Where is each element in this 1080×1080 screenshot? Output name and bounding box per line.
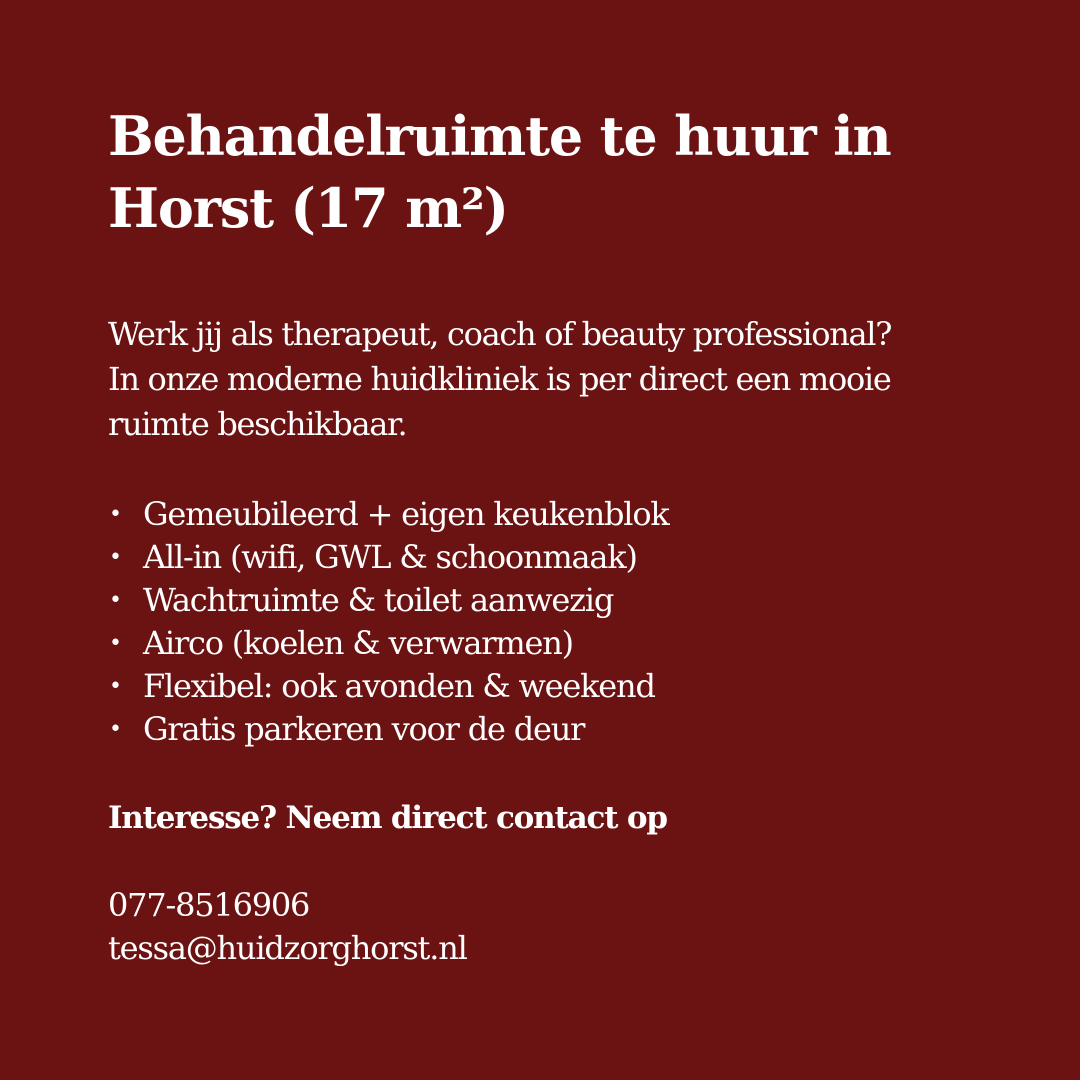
rental-poster (108, 100, 1008, 970)
poster-title (108, 100, 968, 244)
feature-item (108, 708, 1008, 751)
email-address: tessa@huidzorghorst.nl (108, 929, 467, 967)
intro-line-3: ruimte beschikbaar. (108, 405, 407, 443)
bullet-icon: • (109, 631, 121, 656)
bullet-icon: • (109, 502, 121, 527)
intro-line-1: Werk jij als therapeut, coach of beauty professional? (108, 315, 892, 353)
bullet-icon: • (109, 545, 121, 570)
contact-info (108, 884, 1008, 970)
title-line-1: Behandelruimte te huur in (108, 104, 891, 168)
feature-item (108, 493, 1008, 536)
feature-list (108, 493, 1008, 751)
contact-call-to-action: Interesse? Neem direct contact op (108, 800, 667, 836)
feature-item (108, 579, 1008, 622)
bullet-icon: • (109, 588, 121, 613)
feature-text: Airco (koelen & verwarmen) (143, 624, 573, 662)
feature-text: Wachtruimte & toilet aanwezig (143, 581, 614, 619)
bullet-icon: • (109, 674, 121, 699)
intro-text (108, 312, 998, 447)
feature-text: Gemeubileerd + eigen keukenblok (143, 495, 669, 533)
feature-item (108, 665, 1008, 708)
feature-text: Gratis parkeren voor de deur (143, 710, 585, 748)
intro-line-2: In onze moderne huidkliniek is per direct een mooie (108, 360, 891, 398)
title-line-2: Horst (17 m²) (108, 176, 508, 240)
feature-text: All-in (wifi, GWL & schoonmaak) (143, 538, 637, 576)
feature-item (108, 622, 1008, 665)
feature-text: Flexibel: ook avonden & weekend (143, 667, 655, 705)
phone-number: 077-8516906 (108, 886, 310, 924)
feature-item (108, 536, 1008, 579)
bullet-icon: • (109, 717, 121, 742)
